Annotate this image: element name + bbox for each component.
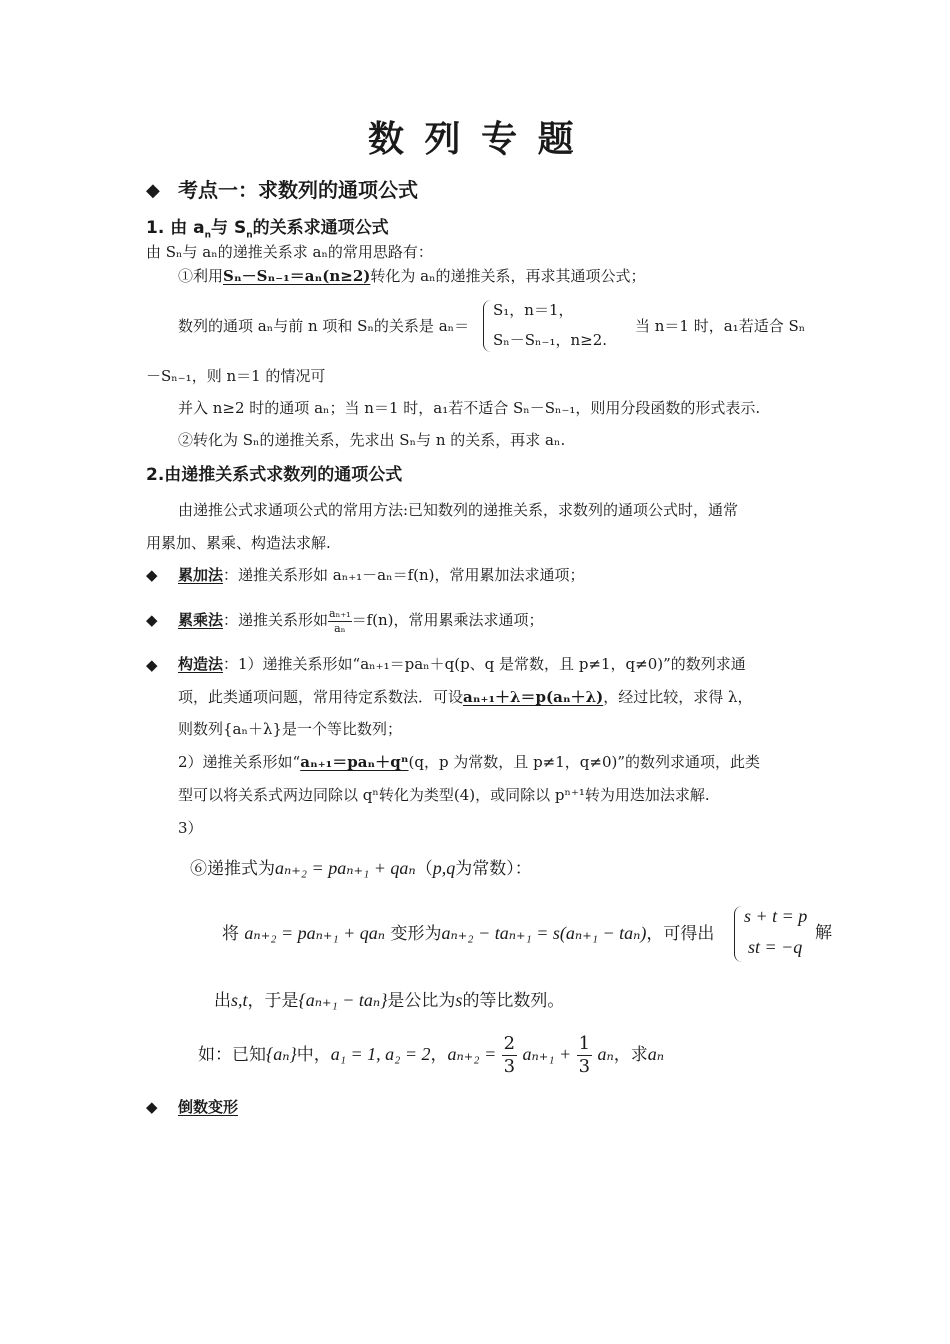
subheading-1-part: 的关系求通项公式 [252,218,389,238]
text: （ [415,859,433,879]
formula: a₁ = 1, a₂ = 2 [330,1044,431,1064]
text: 2）递推关系形如“ [178,753,301,771]
formula: aₙ₊₂ − taₙ₊₁ = s(aₙ₊₁ − taₙ) [441,923,647,943]
fraction-numerator: 2 [503,1033,516,1054]
math-line-3 [214,987,564,1014]
formula: {aₙ} [266,1044,297,1064]
paragraph [178,266,646,286]
text: ：递推关系形如 aₙ₊₁－aₙ＝f(n)，常用累加法求通项； [223,566,585,584]
text: ⑥递推式为 [190,859,275,879]
formula: aₙ₊₂ = paₙ₊₁ + qaₙ [244,923,386,943]
method-multiply [178,602,544,638]
subheading-1-part: 1. 由 a [146,218,205,238]
fraction [328,607,352,636]
formula: aₙ [597,1044,614,1064]
formula: {aₙ₊₁ − taₙ} [298,990,388,1010]
text: 变形为 [390,924,442,944]
subheading-1-part: 与 S [211,218,247,238]
case-line: S₁，n＝1， [493,301,574,319]
math-example [198,1028,664,1081]
case-line: st = −q [748,937,803,957]
bullet-icon: ◆ [146,180,160,201]
text: ，可得出 [646,924,715,944]
fraction-denominator: 3 [578,1056,591,1077]
text: 如：已知 [198,1045,266,1065]
subheading-1: 1. 由 $a_n$与 $S_n$的关系求通项公式 [146,218,389,241]
math-line-1 [190,855,532,882]
formula: aₙ₊₂ = paₙ₊₁ + qaₙ [275,858,416,878]
method-label: 累乘法 [178,611,224,629]
text: 出 [214,991,231,1011]
fraction-denominator: aₙ [334,621,346,635]
subheading-2: 2.由递推关系式求数列的通项公式 [146,465,403,485]
formula: aₙ₊₁＝paₙ＋qⁿ [300,753,409,771]
fraction-numerator: 1 [578,1033,591,1054]
text: ，于是 [247,991,299,1011]
bullet-icon: ◆ [146,611,158,629]
paragraph: 并入 n≥2 时的通项 aₙ；当 n＝1 时，a₁若不适合 Sₙ－Sₙ₋₁，则用分段函数的形式表示. [178,399,761,417]
brace [734,906,743,962]
case-line: s + t = p [744,906,808,926]
paragraph [178,687,753,707]
method-construct [178,654,746,674]
bullet-icon: ◆ [146,1098,158,1116]
text: 项，此类通项问题，常用待定系数法．可设 [178,688,464,706]
text: 为常数）： [455,859,532,879]
paragraph: 当 n＝1 时，a₁若适合 Sₙ [635,317,806,335]
text: 转化为 aₙ的递推关系，再求其通项公式； [370,267,646,285]
method-label: 倒数变形 [178,1098,239,1116]
formula: p,q [432,858,456,878]
bullet-icon: ◆ [146,566,158,584]
paragraph [178,752,760,772]
text: ，求 [613,1045,648,1065]
formula: aₙ₊₁ + [522,1044,572,1064]
text: 是公比为 [387,991,456,1011]
text: ：1）递推关系形如“aₙ₊₁＝paₙ＋q(p、q 是常数，且 p≠1，q≠0)”的数列求通 [223,655,746,673]
text: ①利用 [178,267,224,285]
paragraph: 用累加、累乘、构造法求解. [146,534,331,552]
method-accumulate [178,565,585,585]
fraction [577,1033,592,1078]
text: 中， [296,1045,331,1065]
formula: aₙ [647,1044,665,1064]
formula: s [455,990,463,1010]
section-heading: 考点一：求数列的通项公式 [178,178,418,202]
formula: Sₙ－Sₙ₋₁＝aₙ(n≥2) [223,267,371,285]
paragraph: 由递推公式求通项公式的常用方法:已知数列的递推关系，求数列的通项公式时，通常 [178,501,739,519]
formula: aₙ₊₂ = [447,1044,497,1064]
page-title: 数 列 专 题 [368,119,578,160]
text: ，经过比较，求得 λ， [603,688,753,706]
text: ， [430,1045,448,1065]
paragraph: ②转化为 Sₙ的递推关系，先求出 Sₙ与 n 的关系，再求 aₙ. [178,431,566,449]
math-line-2 [222,920,714,947]
paragraph: 型可以将关系式两边同除以 qⁿ转化为类型(4)，或同除以 pⁿ⁺¹转为用迭加法求解. [178,786,710,804]
paragraph: 3） [178,819,203,837]
method-label: 累加法 [178,566,224,584]
text: 将 [222,924,239,944]
formula: s,t [231,990,248,1010]
paragraph: 由 Sₙ与 aₙ的递推关系求 aₙ的常用思路有： [146,243,433,261]
paragraph: 数列的通项 aₙ与前 n 项和 Sₙ的关系是 aₙ＝ [178,317,470,335]
text: ＝f(n)，常用累乘法求通项； [351,611,544,629]
case-line: Sₙ－Sₙ₋₁，n≥2. [493,331,608,349]
fraction [502,1033,517,1078]
fraction-denominator: 3 [503,1056,516,1077]
brace [483,300,492,352]
fraction-numerator: aₙ₊₁ [329,606,351,620]
text: 解 [815,923,832,943]
paragraph: －Sₙ₋₁，则 n＝1 的情况可 [146,367,326,385]
formula: aₙ₊₁＋λ＝p(aₙ＋λ) [463,688,604,706]
text: ：递推关系形如 [223,611,329,629]
bullet-icon: ◆ [146,656,158,674]
paragraph: 则数列{aₙ＋λ}是一个等比数列； [178,720,403,738]
text: (q，p 为常数，且 p≠1，q≠0)”的数列求通项，此类 [408,753,761,771]
method-label: 构造法 [178,655,224,673]
text: 的等比数列。 [462,991,565,1011]
